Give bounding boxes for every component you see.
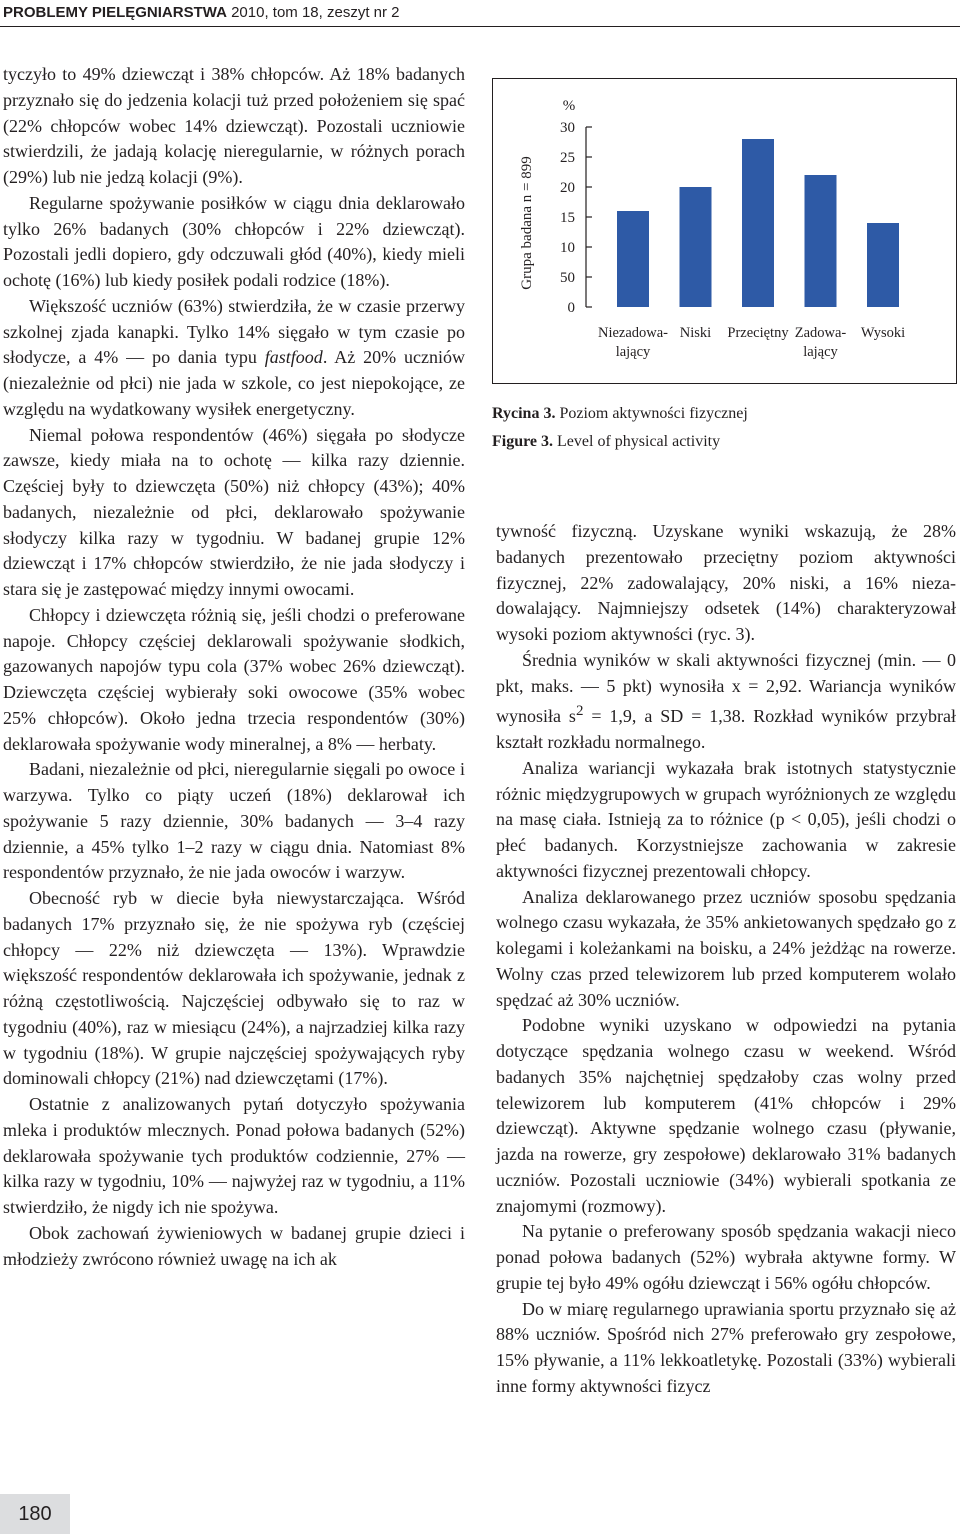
paragraph: Podobne wyniki uzyskano w odpowiedzi na pytania dotyczące spędzania wolnego czasu w weekend. Wśród badanych 35% najchętniej spędzałoby czas wolny przed telewizorem lub komputerem (41% chłopców i 29% dziewcząt). Aktywne spędzanie wolnego czasu (pływanie, jazda na rowerze, gry zespołowe) deklarowało 31% badanych uczniów. Pozostali uczniowie (34%) wybierali spotkania ze znajomymi (rozmowy).	[496, 1015, 956, 1216]
y-tick-label: 50	[560, 270, 575, 286]
text-run: Większość uczniów (63%) stwierdziła, że w czasie przerwy szkolnej zjada kanapki. Tylko 14% sięgało w tym czasie po słodycze, a 4% — po dania typu	[3, 295, 465, 368]
paragraph: Analiza deklarowanego przez uczniów sposobu spędzania wolnego czasu wykazała, że 35% ankietowanych spędzało go z kolegami i koleżankami na boisku, a 24% jeżdżąc na rowerze. Wolny czas przed telewizorem lub przed komputerem wolało spędzać aż 30% uczniów.	[496, 886, 956, 1010]
bar	[805, 175, 837, 307]
caption-label: Figure 3.	[492, 433, 554, 450]
paragraph	[496, 648, 956, 756]
figure-3	[492, 78, 957, 384]
page-number: 180	[0, 1494, 70, 1534]
paragraph: Obok zachowań żywieniowych w badanej grupie dzieci i młodzieży zwrócono również uwagę na ich ak	[3, 1222, 465, 1269]
y-tick-label: 25	[560, 150, 575, 166]
y-tick-label: 20	[560, 180, 575, 196]
paragraph: tyczyło to 49% dziewcząt i 38% chłopców. Aż 18% badanych przyznało się do jedzenia kolacji tuż przed położeniem się spać (22% chłopców wobec 14% dziewcząt). Pozostali uczniowie stwierdzili, że jadają kolację nieregularnie, w różnych porach (29%) lub nie jedzą kolacji (9%).	[3, 64, 465, 187]
paragraph: Obecność ryb w diecie była niewystarczająca. Wśród badanych 17% przyznało się, że nie spożywa ryb (częściej chłopcy — 22% niż dziewczęta — 13%). Wprawdzie większość respondentów deklarowała ich spożywanie, jednak z różną częstotliwością. Najczęściej odbywało się to raz w tygodniu (40%), raz w miesiącu (24%), a najrzadziej kilka razy w tygodniu (18%). W grupie najczęściej spożywających ryby dominowali chłopcy (21%) nad dziewczętami (17%).	[3, 888, 465, 1089]
category-label: Niezadowa-	[597, 325, 669, 341]
y-axis-label: Grupa badana n = 899	[519, 156, 535, 290]
paragraph: tywność fizyczną. Uzyskane wyniki wskazują, że 28% badanych prezentowało przeciętny poziom aktywności fizycznej, 22% zadowalający, 20% niski, a 16% niezadowalający. Najmniejszy odsetek (14%) charakteryzował wysoki poziom aktywności (ryc. 3).	[496, 521, 956, 644]
category-label: Przeciętny	[727, 325, 789, 341]
activity-bar-chart	[493, 79, 958, 385]
paragraph: Regularne spożywanie posiłków w ciągu dnia deklarowało tylko 26% badanych (30% chłopców i 22% dziewcząt). Pozostali jedli dopiero, gdy odczuwali głód (40%), kiedy mieli ochotę (16%) lub kiedy posiłek podali rodzice (18%).	[3, 192, 465, 290]
y-unit-label: %	[562, 98, 576, 114]
paragraph: Niemal połowa respondentów (46%) sięgała po słodycze zawsze, kiedy miała na to ochotę — kilka razy dziennie. Częściej były to dziewczęta (50%) niż chłopcy (43%); 40% badanych, niezależnie od płci, deklarowało spożywanie słodyczy kilka razy w tygodniu. W badanej grupie 12% dziewcząt i 17% chłopców stwierdziło, że nie jada słodyczy i stara się je zastępować między innymi owocami.	[3, 424, 465, 599]
y-tick-label: 15	[560, 210, 575, 226]
y-tick-label: 10	[560, 240, 575, 256]
category-label: Zadowa-	[794, 325, 847, 341]
paragraph: Ostatnie z analizowanych pytań dotyczyło spożywania mleka i produktów mlecznych. Ponad połowa badanych (52%) deklarowała spożywanie tych produktów codziennie, 27% — kilka razy w tygodniu, 10% — najwyżej raz w tygodniu, a 11% stwierdziło, że nigdy ich nie spożywa.	[3, 1094, 465, 1217]
text-run: = 1,9, a SD = 1,38. Rozkład wyników przybrał kształt rozkładu normalnego.	[496, 706, 957, 752]
paragraph	[3, 294, 465, 423]
paragraph: Na pytanie o preferowany sposób spędzania wakacji nieco ponad połowa badanych (52%) wybrała aktywne formy. W grupie tej było 49% ogółu dziewcząt i 56% ogółu chłopców.	[496, 1221, 956, 1293]
figure-caption-en	[492, 432, 720, 452]
paragraph: Chłopcy i dziewczęta różnią się, jeśli chodzi o preferowane napoje. Chłopcy częściej deklarowali spożywanie słodkich, gazowanych napojów typu cola (37% wobec 26% dziewcząt). Dziewczęta częściej wybierały soki owocowe (35% wobec 25% chłopców). Około jedna trzecia respondentów (30%) deklarowała spożywanie wody mineralnej, a 8% — herbaty.	[3, 604, 465, 754]
bar	[867, 223, 899, 307]
figure-caption-pl	[492, 404, 748, 424]
text-run: Średnia wyników w skali aktywności fizycznej (min. — 0 pkt, maks. — 5 pkt) wynosiła x = 2,92. Wariancja wyników wynosiła s	[496, 649, 956, 727]
paragraph: Do w miarę regularnego uprawiania sportu przyznało się aż 88% uczniów. Spośród nich 27% preferowało gry zespołowe, 15% pływanie, a 11% lekkoatletykę. Pozostali (33%) wybierali inne formy aktywności fizycz	[496, 1298, 956, 1396]
category-label: Niski	[679, 325, 712, 341]
category-label: lający	[803, 344, 838, 360]
bar	[680, 187, 712, 307]
y-tick-label: 0	[567, 300, 575, 316]
caption-label: Rycina 3.	[492, 405, 556, 422]
running-head	[0, 0, 960, 26]
paragraph: Badani, niezależnie od płci, nieregularnie sięgali po owoce i warzywa. Tylko co piąty uczeń (18%) deklarował ich spożywanie 5 razy dziennie, 30% badanych — 3–4 razy dziennie, a 45% tylko 1–2 razy w ciągu dnia. Natomiast 8% respondentów przyznało, że nie jada owoców i warzyw.	[3, 759, 465, 883]
left-column	[3, 62, 465, 1272]
caption-text: Poziom aktywności fizycznej	[555, 405, 748, 422]
header-rule	[0, 26, 960, 27]
y-tick-label: 30	[560, 120, 575, 136]
journal-title: PROBLEMY PIELĘGNIARSTWA	[3, 4, 227, 21]
superscript: 2	[575, 703, 584, 720]
bar	[742, 139, 774, 307]
paragraph: Analiza wariancji wykazała brak istotnych statystycznie różnic międzygrupowych w grupach wyróżnionych ze względu na masę ciała. Istnieją za to różnice (p < 0,05), jeśli chodzi o płeć badanych. Korzystniejsze zachowania w zakresie aktywności fizycznej prezentowali chłopcy.	[496, 757, 956, 881]
category-label: Wysoki	[860, 325, 906, 341]
caption-text: Level of physical activity	[553, 433, 721, 450]
bar	[617, 211, 649, 307]
italic-term: fastfood	[264, 347, 323, 368]
text-run: . Aż 20% uczniów (niezależnie od płci) nie jada w szkole, co jest niepokojące, ze względu na wydatkowany wysiłek energetyczny.	[3, 347, 466, 419]
right-column	[496, 519, 956, 1400]
category-label: lający	[615, 344, 651, 360]
journal-issue: 2010, tom 18, zeszyt nr 2	[226, 4, 400, 21]
